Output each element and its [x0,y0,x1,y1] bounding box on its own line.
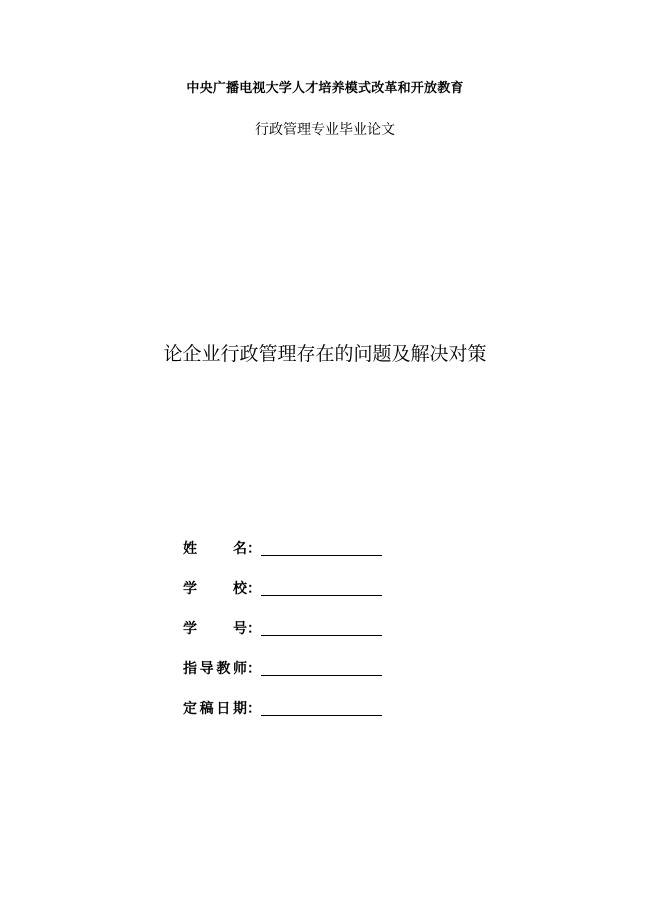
name-label: 姓 名 [183,541,247,557]
school-field[interactable] [261,579,382,596]
advisor-row: 指 导 教 师 ： [183,638,403,678]
major-subtitle: 行政管理专业毕业论文 [255,122,395,138]
student-id-field[interactable] [261,619,382,636]
final-date-row: 定 稿 日 期 ： [183,678,403,718]
student-id-row: 学 号 ： [183,598,403,638]
final-date-field[interactable] [261,699,382,716]
school-row: 学 校 ： [183,558,403,598]
thesis-title: 论企业行政管理存在的问题及解决对策 [163,343,487,365]
advisor-field[interactable] [261,659,382,676]
final-date-label: 定 稿 日 期 [183,701,247,717]
name-field[interactable] [261,539,382,556]
university-heading: 中央广播电视大学人才培养模式改革和开放教育 [186,81,464,96]
info-form [183,536,403,718]
name-row: 姓 名 ： [183,536,403,558]
advisor-label: 指 导 教 师 [183,661,247,677]
student-id-label: 学 号 [183,621,247,637]
school-label: 学 校 [183,581,247,597]
